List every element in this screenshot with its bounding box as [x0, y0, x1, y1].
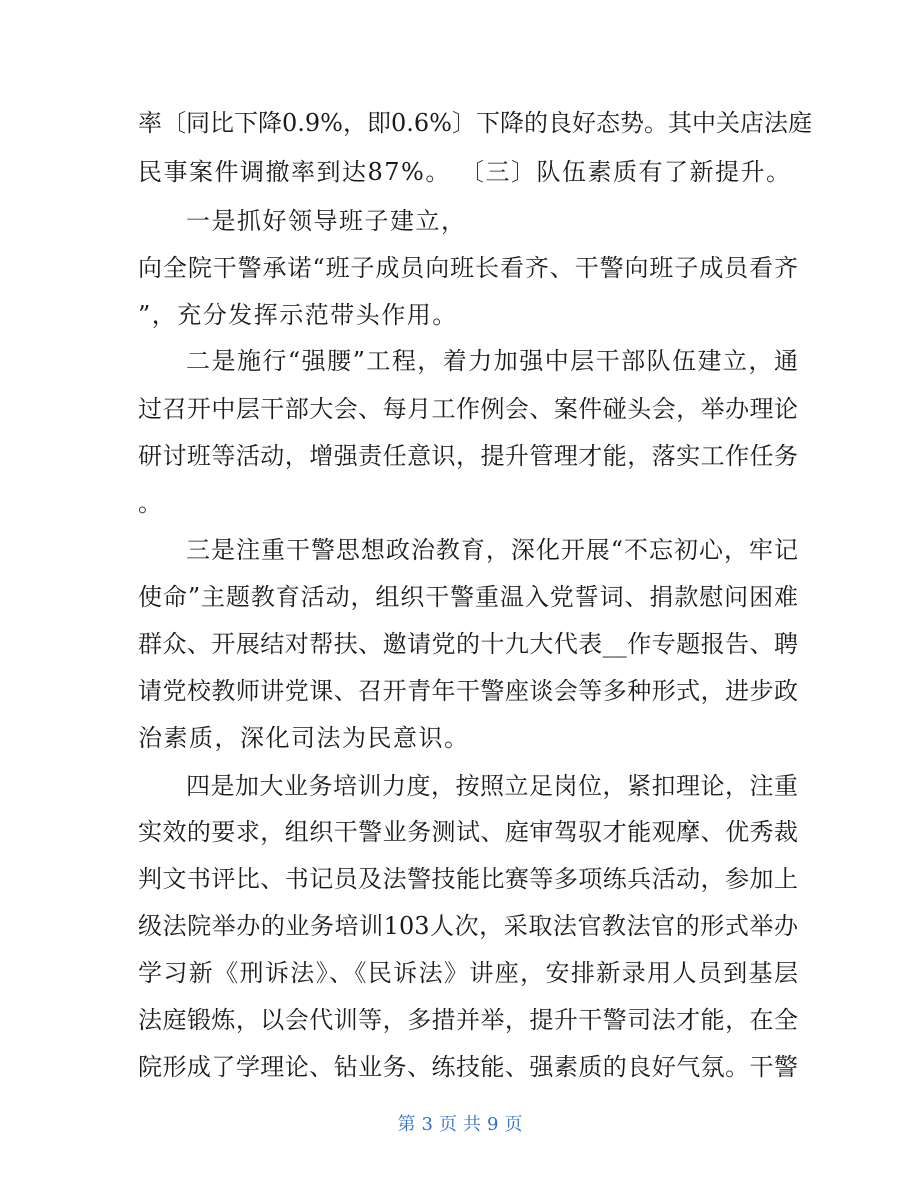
- text-line: 学习新《刑诉法》、《民诉法》讲座，安排新录用人员到基层: [138, 959, 798, 987]
- text-line: 院形成了学理论、钻业务、练技能、强素质的良好气氛。干警: [138, 1053, 798, 1081]
- text-line: 率〔同比下降0.9%，即0.6%〕下降的良好态势。其中关店法庭: [138, 109, 812, 137]
- text-line: 三是注重干警思想政治教育，深化开展“不忘初心，牢记: [186, 536, 798, 564]
- text-line: ”，充分发挥示范带头作用。: [138, 301, 458, 329]
- footer-total-pages: 9: [487, 1114, 499, 1135]
- footer-label-unit: 页: [504, 1114, 523, 1135]
- text-line: 过召开中层干部大会、每月工作例会、案件碰头会，举办理论: [138, 395, 798, 423]
- footer-current-page: 3: [421, 1114, 433, 1135]
- text-line: 治素质，深化司法为民意识。: [138, 724, 470, 752]
- text-line: 二是施行“强腰”工程，着力加强中层干部队伍建立，通: [186, 347, 798, 375]
- footer-label-total: 共: [463, 1114, 481, 1135]
- text-line: 。: [138, 489, 164, 517]
- text-line: 请党校教师讲党课、召开青年干警座谈会等多种形式，进步政: [138, 677, 798, 705]
- text-line: 实效的要求，组织干警业务测试、庭审驾驭才能观摩、优秀裁: [138, 818, 798, 846]
- page-number-footer: [0, 1113, 920, 1137]
- footer-label-unit: 页: [439, 1114, 457, 1135]
- text-line: 四是加大业务培训力度，按照立足岗位，紧扣理论，注重: [186, 772, 798, 800]
- text-line: 法庭锻炼，以会代训等，多措并举，提升干警司法才能，在全: [138, 1006, 798, 1034]
- text-line: 民事案件调撤率到达87%。 〔三〕队伍素质有了新提升。: [138, 158, 792, 186]
- text-line: 级法院举办的业务培训103人次，采取法官教法官的形式举办: [138, 912, 798, 940]
- text-line: 研讨班等活动，增强责任意识，提升管理才能，落实工作任务: [138, 442, 798, 470]
- text-line: 群众、开展结对帮扶、邀请党的十九大代表__作专题报告、聘: [138, 630, 798, 658]
- footer-label-page: 第: [397, 1114, 416, 1135]
- text-line: 判文书评比、书记员及法警技能比赛等多项练兵活动，参加上: [138, 865, 798, 893]
- text-line: 使命”主题教育活动，组织干警重温入党誓词、捐款慰问困难: [138, 583, 798, 611]
- text-line: 一是抓好领导班子建立，: [186, 207, 467, 235]
- text-line: 向全院干警承诺“班子成员向班长看齐、干警向班子成员看齐: [138, 254, 798, 282]
